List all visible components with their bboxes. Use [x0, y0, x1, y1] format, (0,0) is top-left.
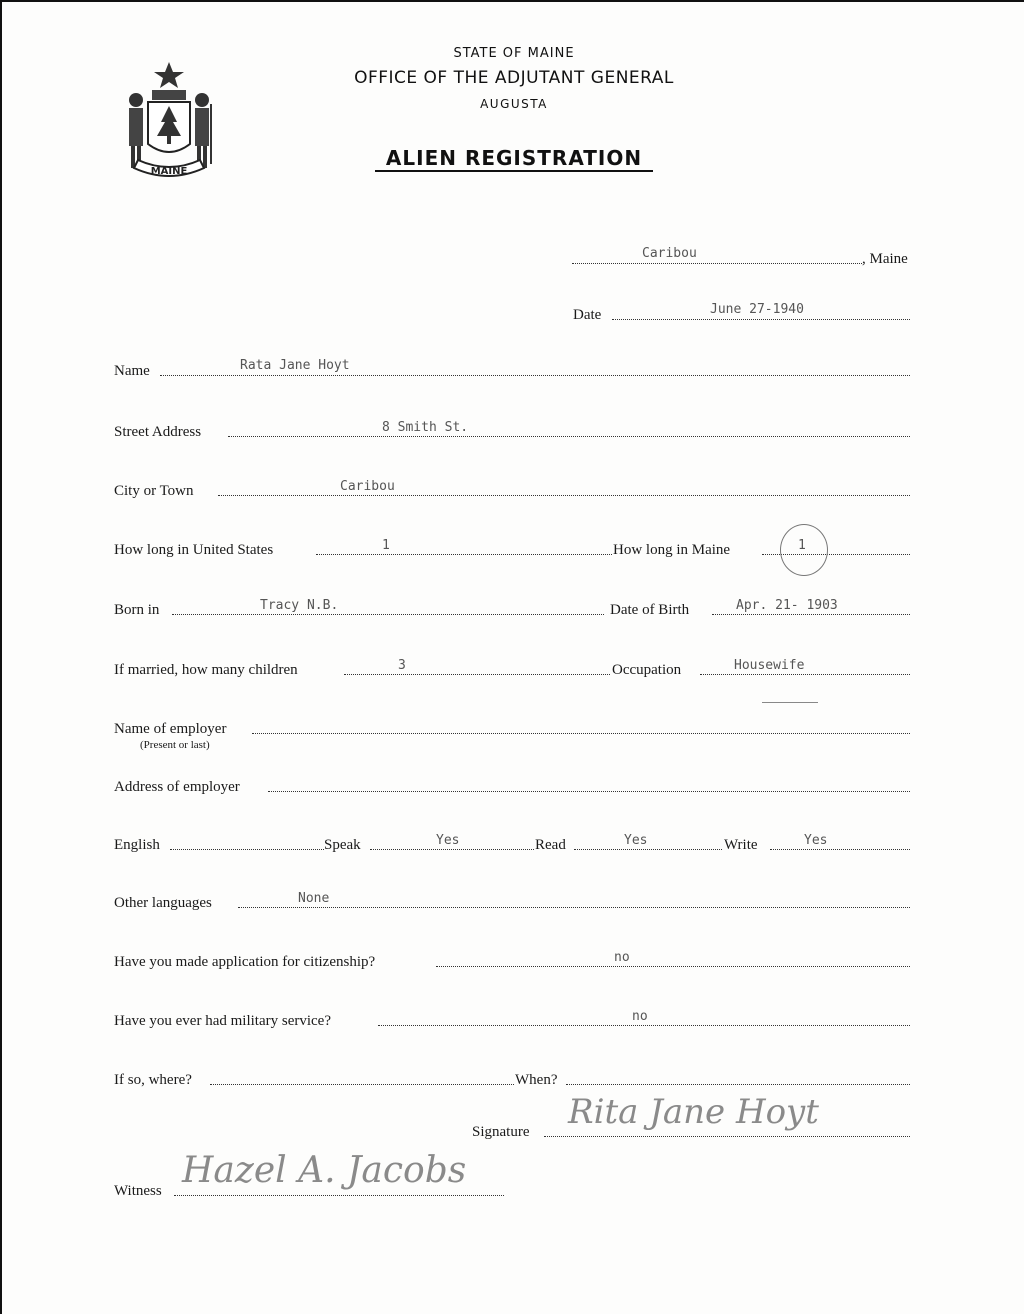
employer-address-label: Address of employer — [114, 779, 240, 795]
read-line[interactable] — [574, 849, 722, 850]
english-label: English — [114, 837, 160, 853]
employer-address-row — [114, 770, 910, 796]
place-row — [114, 242, 910, 268]
children-line[interactable] — [344, 674, 610, 675]
maine-state-seal — [114, 60, 224, 186]
write-label: Write — [724, 837, 758, 853]
hand-drawn-circle — [780, 524, 828, 576]
write-value: Yes — [804, 833, 828, 848]
header-city: AUGUSTA — [480, 97, 548, 111]
handwritten-witness: Hazel A. Jacobs — [182, 1150, 467, 1191]
military-row — [114, 1004, 910, 1030]
read-label: Read — [535, 837, 566, 853]
where-line[interactable] — [210, 1084, 514, 1085]
citizenship-label: Have you made application for citizenship? — [114, 954, 376, 970]
citizenship-value: no — [614, 950, 630, 965]
employer-sublabel: (Present or last) — [140, 739, 210, 751]
us-duration-label: How long in United States — [114, 542, 274, 558]
where-label: If so, where? — [114, 1072, 192, 1088]
form-title: ALIEN REGISTRATION — [385, 146, 643, 170]
place-suffix: , Maine — [862, 251, 908, 267]
street-line[interactable] — [228, 436, 910, 437]
witness-line[interactable] — [174, 1195, 504, 1196]
speak-line[interactable] — [370, 849, 534, 850]
city-row — [114, 474, 910, 500]
military-label: Have you ever had military service? — [114, 1013, 331, 1029]
military-value: no — [632, 1009, 648, 1024]
service-row — [114, 1063, 910, 1089]
occupation-label: Occupation — [612, 662, 682, 678]
name-line[interactable] — [160, 375, 910, 376]
other-languages-label: Other languages — [114, 895, 212, 911]
street-label: Street Address — [114, 424, 202, 440]
birthplace-line[interactable] — [172, 614, 604, 615]
header-office: OFFICE OF THE ADJUTANT GENERAL — [354, 68, 674, 88]
name-label: Name — [114, 363, 150, 379]
english-row — [114, 828, 910, 854]
dob-label: Date of Birth — [610, 602, 690, 618]
occupation-line[interactable] — [700, 674, 910, 675]
us-duration-line[interactable] — [316, 554, 612, 555]
signature-line[interactable] — [544, 1136, 910, 1137]
city-value: Caribou — [340, 479, 395, 494]
write-line[interactable] — [770, 849, 910, 850]
speak-value: Yes — [436, 833, 460, 848]
date-line[interactable] — [612, 319, 910, 320]
other-languages-row — [114, 886, 910, 912]
signature-label: Signature — [472, 1124, 530, 1140]
date-value: June 27-1940 — [710, 302, 804, 317]
employer-address-line[interactable] — [268, 791, 910, 792]
other-languages-line[interactable] — [238, 907, 910, 908]
employer-label: Name of employer — [114, 721, 227, 737]
occupation-value: Housewife — [734, 658, 805, 673]
citizenship-line[interactable] — [436, 966, 910, 967]
children-value: 3 — [398, 658, 406, 673]
dob-line[interactable] — [712, 614, 910, 615]
handwritten-signature: Rita Jane Hoyt — [568, 1092, 819, 1132]
date-row — [114, 298, 910, 324]
place-line[interactable] — [572, 263, 862, 264]
employer-row — [114, 712, 910, 738]
military-line[interactable] — [378, 1025, 910, 1026]
employer-line[interactable] — [252, 733, 910, 734]
street-value: 8 Smith St. — [382, 420, 469, 435]
title-underline — [375, 170, 653, 172]
citizenship-row — [114, 945, 910, 971]
city-line[interactable] — [218, 495, 910, 496]
city-label: City or Town — [114, 483, 194, 499]
children-label: If married, how many children — [114, 662, 298, 678]
name-value: Rata Jane Hoyt — [240, 358, 350, 373]
name-row — [114, 354, 910, 380]
birthplace-value: Tracy N.B. — [260, 598, 339, 613]
hand-drawn-underline — [762, 702, 818, 703]
street-row — [114, 415, 910, 441]
us-duration-value: 1 — [382, 538, 390, 553]
date-label: Date — [573, 307, 602, 323]
when-line[interactable] — [566, 1084, 910, 1085]
read-value: Yes — [624, 833, 648, 848]
other-languages-value: None — [298, 891, 330, 906]
birth-row — [114, 593, 910, 619]
birthplace-label: Born in — [114, 602, 160, 618]
header-state: STATE OF MAINE — [453, 46, 575, 61]
speak-label: Speak — [324, 837, 361, 853]
witness-label: Witness — [114, 1183, 162, 1199]
place-value: Caribou — [642, 246, 697, 261]
family-row — [114, 653, 910, 679]
english-line[interactable] — [170, 849, 324, 850]
maine-duration-label: How long in Maine — [613, 542, 731, 558]
dob-value: Apr. 21- 1903 — [736, 598, 838, 613]
seal-banner-text: MAINE — [150, 166, 188, 177]
maine-duration-value: 1 — [798, 538, 806, 553]
when-label: When? — [515, 1072, 558, 1088]
